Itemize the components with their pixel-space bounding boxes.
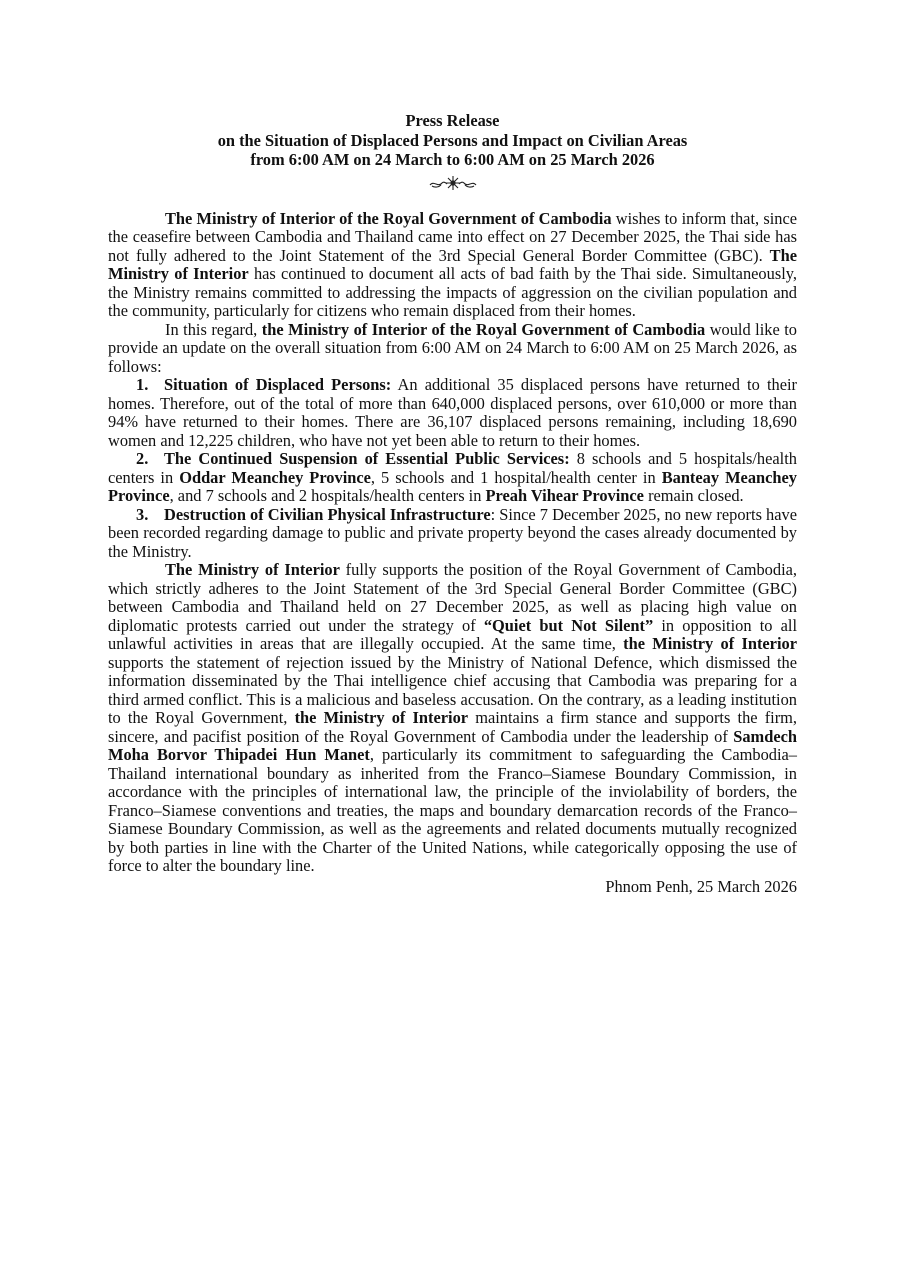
title-line-2: on the Situation of Displaced Persons and Impact on Civilian Areas (217, 130, 688, 150)
title-line-1: Press Release (405, 111, 500, 130)
list-text: An additional 35 displaced persons have returned to their homes. Therefore, out of the total of more than 640,000 displaced persons, over 610,000 or more than 94% have returned to their homes. There are 36,107 displaced persons remaining, including 18,690 women and 12,225 children, who have not yet been able to return to their homes. (108, 375, 797, 450)
list-number: 1. (136, 375, 149, 394)
list-item-displaced-persons (108, 376, 797, 450)
paragraph-text: In this regard, (165, 319, 262, 339)
province-name: Banteay Meanchey Province (108, 467, 797, 505)
province-name: Preah Vihear Province (485, 486, 644, 505)
document-body (108, 210, 797, 897)
list-text: , 5 schools and 1 hospital/health center in (370, 467, 662, 487)
paragraph-text: has continued to document all acts of bad faith by the Thai side. Simultaneously, the Ministry remains committed to addressing the impacts of aggression on the civilian population and the community, particularly for citizens who remain displaced from their homes. (108, 264, 797, 320)
bold-text: The Ministry of Interior (108, 245, 797, 283)
bold-text: the Ministry of Interior (623, 634, 797, 653)
list-text: 8 schools and 5 hospitals/health centers in (108, 449, 797, 487)
bold-text: the Ministry of Interior (294, 708, 469, 727)
title-line-3: from 6:00 AM on 24 March to 6:00 AM on 25 March 2026 (250, 150, 655, 169)
province-name: Oddar Meanchey Province (179, 467, 371, 487)
paragraph-text: wishes to inform that, since the ceasefire between Cambodia and Thailand came into effect on 27 December 2025, the Thai side has not fully adhered to the Joint Statement of the 3rd Special General Border Committee (GBC). (108, 208, 798, 265)
list-text: remain closed. (643, 486, 744, 505)
bold-text: the Ministry of Interior of the Royal Government of Cambodia (261, 319, 706, 339)
paragraph-text: maintains a firm stance and supports the firm, sincere, and pacifist position of the Royal Government of Cambodia under the leadership of (108, 708, 798, 746)
closing-paragraph (108, 561, 797, 876)
press-release-page (108, 111, 797, 896)
list-heading: The Continued Suspension of Essential Public Services: (164, 449, 570, 468)
regard-paragraph (108, 321, 797, 377)
paragraph-text: fully supports the position of the Royal Government of Cambodia, which strictly adheres to the Joint Statement of the 3rd Special General Border Committee (GBC) between Cambodia and Thailand held on 27 December 2025, as well as placing high value on diplomatic protests carried out under the strategy of (108, 560, 797, 635)
list-number: 3. (136, 504, 149, 524)
floral-divider-icon (108, 174, 797, 196)
document-title (108, 111, 797, 170)
list-number: 2. (136, 449, 149, 468)
place-date-signoff: Phnom Penh, 25 March 2026 (605, 876, 797, 896)
intro-paragraph (108, 210, 797, 321)
list-item-public-services (108, 450, 797, 506)
list-text: : Since 7 December 2025, no new reports have been recorded regarding damage to public and private property beyond the cases already documented by the Ministry. (108, 504, 797, 561)
paragraph-text: in opposition to all unlawful activities in areas that are illegally occupied. At the same time, (108, 615, 798, 653)
list-heading: Destruction of Civilian Physical Infrastructure (164, 504, 491, 524)
paragraph-text: supports the statement of rejection issued by the Ministry of National Defence, which dismissed the information disseminated by the Thai intelligence chief accusing that Cambodia was preparing for a third armed conflict. This is a malicious and baseless accusation. On the contrary, as a leading institution to the Royal Government, (108, 652, 797, 727)
list-heading: Situation of Displaced Persons: (164, 375, 392, 394)
list-item-infrastructure (108, 506, 797, 562)
bold-text: The Ministry of Interior (165, 560, 340, 579)
bold-text: Samdech Moha Borvor Thipadei Hun Manet (108, 726, 797, 764)
bold-text: “Quiet but Not Silent” (483, 615, 654, 635)
paragraph-text: , particularly its commitment to safeguarding the Cambodia–Thailand international boundary as inherited from the Franco–Siamese Boundary Commission, in accordance with the principles of international law, the principle of the inviolability of borders, the Franco–Siamese conventions and treaties, the maps and boundary demarcation records of the Franco–Siamese Boundary Commission, as well as the agreements and related documents mutually recognized by both parties in line with the Charter of the United Nations, while categorically opposing the use of force to alter the boundary line. (108, 745, 797, 875)
paragraph-text: would like to provide an update on the overall situation from 6:00 AM on 24 March to 6:00 AM on 25 March 2026, as follows: (108, 319, 797, 376)
bold-text: The Ministry of Interior of the Royal Government of Cambodia (165, 208, 612, 228)
list-text: , and 7 schools and 2 hospitals/health centers in (169, 486, 486, 505)
